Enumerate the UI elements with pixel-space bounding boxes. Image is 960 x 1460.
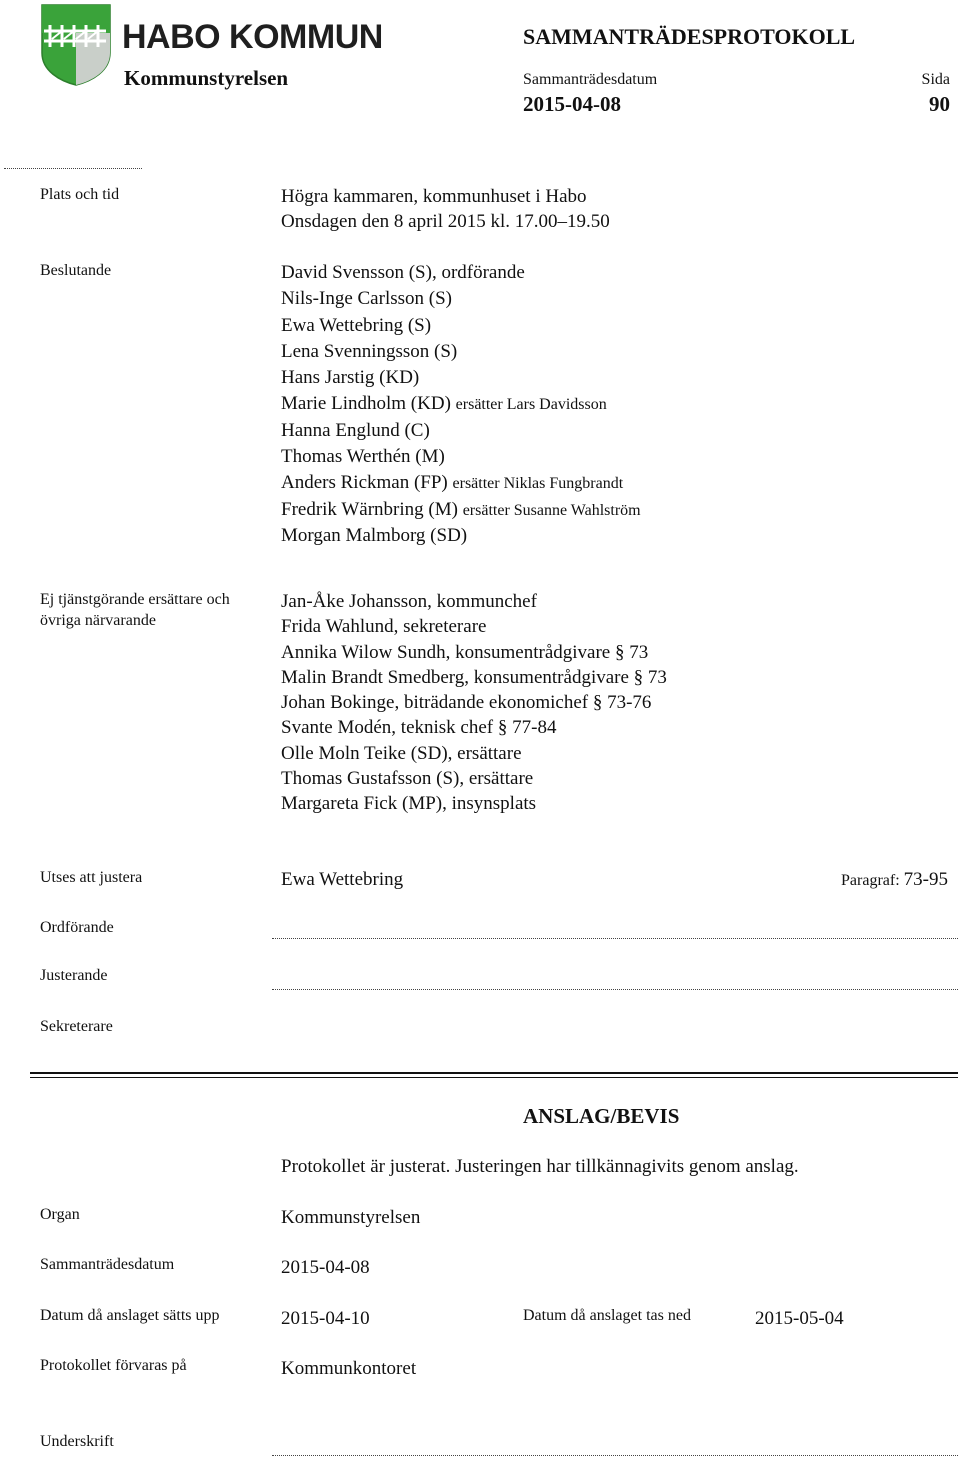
member-row: Thomas Werthén (M) <box>281 446 445 468</box>
section-divider-top <box>30 1072 958 1074</box>
attendee-row: Margareta Fick (MP), insynsplats <box>281 793 537 815</box>
anslag-down-label: Datum då anslaget tas ned <box>523 1307 691 1324</box>
narvarande-label-2: övriga närvarande <box>40 612 156 629</box>
member-row: Nils-Inge Carlsson (S) <box>281 288 452 310</box>
member-row: Lena Svenningsson (S) <box>281 340 458 362</box>
section-divider-bottom <box>30 1077 958 1078</box>
organ-value: Kommunstyrelsen <box>281 1207 421 1228</box>
justerande-label: Justerande <box>40 967 108 984</box>
justerande-signature-line <box>272 989 958 990</box>
attendee-row: Annika Wilow Sundh, konsumentrådgivare § 73 <box>281 641 649 663</box>
storage-label: Protokollet förvaras på <box>40 1357 187 1374</box>
signature-label: Underskrift <box>40 1433 114 1450</box>
anslag-up-label: Datum då anslaget sätts upp <box>40 1307 220 1324</box>
sekreterare-label: Sekreterare <box>40 1018 113 1035</box>
organ-title: Kommunstyrelsen <box>124 66 289 90</box>
attendee-row: Svante Modén, teknisk chef § 77-84 <box>281 717 557 739</box>
habo-kommun-logo-icon <box>40 3 112 87</box>
member-row: Hanna Englund (C) <box>281 419 430 441</box>
member-row: Fredrik Wärnbring (M) ersätter Susanne Wahlström <box>281 498 641 520</box>
document-type: SAMMANTRÄDESPROTOKOLL <box>523 24 856 49</box>
anslag-statement: Protokollet är justerat. Justeringen har tillkännagivits genom anslag. <box>281 1156 799 1177</box>
paragraf-value: 73-95 <box>903 869 948 890</box>
organ-label: Organ <box>40 1206 80 1223</box>
plats-label: Plats och tid <box>40 186 120 203</box>
header-divider <box>4 168 142 169</box>
attendee-row: Thomas Gustafsson (S), ersättare <box>281 768 534 790</box>
beslutande-list <box>281 260 641 549</box>
member-row: Marie Lindholm (KD) ersätter Lars Davidsson <box>281 393 607 415</box>
narvarande-list <box>281 589 667 817</box>
meeting-date-label: Sammanträdesdatum <box>523 71 658 88</box>
meeting-date: 2015-04-08 <box>523 92 621 116</box>
paragraf-label: Paragraf: <box>841 872 900 889</box>
member-row: Hans Jarstig (KD) <box>281 367 420 389</box>
attendee-row: Olle Moln Teike (SD), ersättare <box>281 742 522 764</box>
plats-line-2: Onsdagen den 8 april 2015 kl. 17.00–19.50 <box>281 211 610 232</box>
beslutande-label: Beslutande <box>40 262 112 279</box>
member-row: David Svensson (S), ordförande <box>281 262 525 283</box>
logo-text: HABO KOMMUN <box>122 18 383 56</box>
attendee-row: Malin Brandt Smedberg, konsumentrådgivare § 73 <box>281 666 667 688</box>
plats-line-1: Högra kammaren, kommunhuset i Habo <box>281 186 587 207</box>
anslag-title: ANSLAG/BEVIS <box>523 1104 680 1128</box>
page-number: 90 <box>929 92 950 116</box>
signature-line <box>272 1455 958 1456</box>
paragraf <box>841 867 948 892</box>
ordforande-label: Ordförande <box>40 919 114 936</box>
ordforande-signature-line <box>272 938 958 939</box>
justerare-name: Ewa Wettebring <box>281 869 404 890</box>
anslag-date-label: Sammanträdesdatum <box>40 1256 175 1273</box>
member-row: Ewa Wettebring (S) <box>281 314 432 336</box>
page-label: Sida <box>921 71 950 88</box>
attendee-row: Jan-Åke Johansson, kommunchef <box>281 591 537 612</box>
narvarande-label-1: Ej tjänstgörande ersättare och <box>40 591 230 608</box>
storage-value: Kommunkontoret <box>281 1358 417 1379</box>
member-row: Anders Rickman (FP) ersätter Niklas Fungbrandt <box>281 472 624 494</box>
attendee-row: Johan Bokinge, biträdande ekonomichef § 73-76 <box>281 692 652 714</box>
member-row: Morgan Malmborg (SD) <box>281 524 468 546</box>
anslag-date-value: 2015-04-08 <box>281 1257 370 1278</box>
attendee-row: Frida Wahlund, sekreterare <box>281 616 487 638</box>
anslag-down-value: 2015-05-04 <box>755 1308 844 1329</box>
justera-label: Utses att justera <box>40 869 143 886</box>
anslag-up-value: 2015-04-10 <box>281 1308 370 1329</box>
